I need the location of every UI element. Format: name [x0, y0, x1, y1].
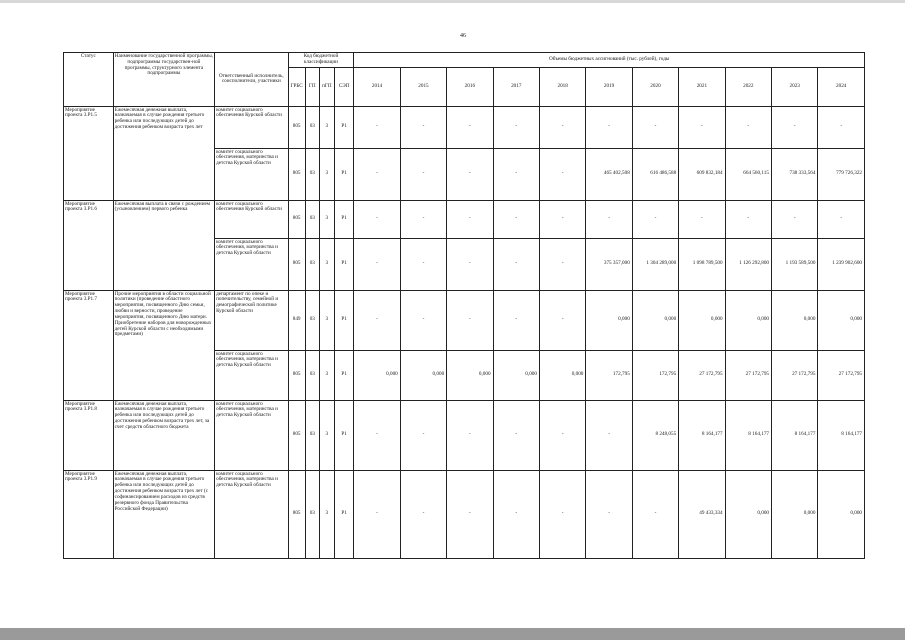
cell-value: - — [493, 200, 539, 238]
scan-edge-bottom — [0, 628, 905, 640]
cell-value: - — [447, 200, 493, 238]
cell-pgp: 3 — [319, 148, 334, 200]
cell-pgp: 3 — [319, 290, 334, 350]
cell-value: 0,000 — [493, 350, 539, 400]
cell-value: - — [354, 148, 400, 200]
cell-value: 0,000 — [400, 350, 446, 400]
cell-value: 779 726,322 — [818, 148, 865, 200]
cell-measure-name: Ежемесячная денежная выплата, назначаемая в случае рождения третьего ребенка или последующих детей до достижения ребенком возраста трех лет — [113, 106, 214, 200]
cell-value: 172,795 — [632, 350, 678, 400]
cell-sep: Р1 — [334, 470, 353, 558]
cell-value: 1 098 789,500 — [679, 238, 725, 290]
header-name: Наименование государственной программы, подпрограммы государствен-ной программы, структурного элемента подпрограммы — [113, 53, 214, 107]
cell-value: - — [632, 470, 678, 558]
cell-value: - — [493, 148, 539, 200]
cell-value: - — [493, 106, 539, 148]
cell-value: - — [354, 238, 400, 290]
cell-value: 27 172,795 — [679, 350, 725, 400]
page-number: 46 — [460, 33, 466, 39]
cell-value: - — [539, 148, 585, 200]
cell-value: - — [632, 106, 678, 148]
cell-sep: Р1 — [334, 148, 353, 200]
cell-value: 27 172,795 — [772, 350, 818, 400]
cell-value: - — [539, 238, 585, 290]
cell-measure-name: Ежемесячная денежная выплата, назначаемая в случае рождения третьего ребенка или последующих детей до достижения ребенком возраста трех лет, за счет средств областного бюджета — [113, 400, 214, 470]
header-budget-code: Код бюджетной классификации — [288, 53, 354, 68]
table-row — [64, 106, 865, 148]
cell-gp: 03 — [305, 290, 319, 350]
cell-value: 1 239 902,600 — [818, 238, 865, 290]
cell-value: - — [818, 106, 865, 148]
header-status: Статус — [64, 53, 114, 107]
header-volumes: Объемы бюджетных ассигнований (тыс. рублей), годы — [354, 53, 865, 68]
table-row — [64, 470, 865, 558]
cell-value: - — [679, 200, 725, 238]
cell-value: 8 164,177 — [679, 400, 725, 470]
cell-gp: 03 — [305, 350, 319, 400]
budget-table — [63, 52, 865, 559]
cell-responsible: комитет социального обеспечения, материнства и детства Курской области — [215, 148, 288, 200]
cell-value: - — [354, 200, 400, 238]
cell-sep: Р1 — [334, 238, 353, 290]
header-year: 2014 — [354, 67, 400, 106]
cell-responsible: комитет социального обеспечения Курской области — [215, 106, 288, 148]
table-row — [64, 290, 865, 350]
cell-value: 8 248,055 — [632, 400, 678, 470]
cell-grbs: 805 — [288, 350, 305, 400]
cell-value: - — [400, 200, 446, 238]
cell-value: - — [400, 290, 446, 350]
cell-value: - — [400, 148, 446, 200]
cell-grbs: 805 — [288, 148, 305, 200]
cell-value: - — [447, 470, 493, 558]
cell-value: - — [632, 200, 678, 238]
cell-value: - — [400, 470, 446, 558]
header-year: 2017 — [493, 67, 539, 106]
header-year: 2015 — [400, 67, 446, 106]
cell-gp: 03 — [305, 148, 319, 200]
cell-value: - — [539, 200, 585, 238]
header-code-col: СЭП — [334, 67, 353, 106]
cell-responsible: комитет социального обеспечения, материнства и детства Курской области — [215, 238, 288, 290]
cell-value: - — [493, 470, 539, 558]
cell-value: 664 560,115 — [725, 148, 771, 200]
header-year: 2019 — [586, 67, 632, 106]
cell-value: - — [354, 470, 400, 558]
cell-value: 49 433,334 — [679, 470, 725, 558]
cell-value: 8 164,177 — [725, 400, 771, 470]
cell-gp: 03 — [305, 470, 319, 558]
cell-responsible: комитет социального обеспечения, материнства и детства Курской области — [215, 400, 288, 470]
cell-measure-name: Ежемесячная денежная выплата, назначаемая в случае рождения третьего ребенка или последующих детей до достижения ребенком возраста трех лет (с софинансированием расходов из средств резервного фонда Правительства Российской Федерации) — [113, 470, 214, 558]
cell-value: - — [400, 400, 446, 470]
cell-value: - — [725, 200, 771, 238]
cell-value: 8 164,177 — [772, 400, 818, 470]
cell-value: 738 333,564 — [772, 148, 818, 200]
cell-value: 0,000 — [772, 470, 818, 558]
header-year: 2021 — [679, 67, 725, 106]
cell-status: Мероприятие проекта 3.Р1.5 — [64, 106, 114, 200]
cell-status: Мероприятие проекта 3.Р1.8 — [64, 400, 114, 470]
cell-value: 0,000 — [632, 290, 678, 350]
cell-pgp: 3 — [319, 470, 334, 558]
cell-value: - — [586, 106, 632, 148]
cell-value: 0,000 — [586, 290, 632, 350]
table-body — [64, 106, 865, 558]
cell-value: 375 357,000 — [586, 238, 632, 290]
cell-gp: 03 — [305, 400, 319, 470]
cell-sep: Р1 — [334, 350, 353, 400]
cell-value: 0,000 — [818, 470, 865, 558]
cell-value: 27 172,795 — [725, 350, 771, 400]
header-year: 2018 — [539, 67, 585, 106]
cell-responsible: комитет социального обеспечения, материнства и детства Курской области — [215, 350, 288, 400]
cell-gp: 03 — [305, 200, 319, 238]
cell-value: - — [539, 290, 585, 350]
cell-value: 0,000 — [539, 350, 585, 400]
cell-value: - — [354, 106, 400, 148]
cell-value: - — [772, 106, 818, 148]
cell-value: - — [586, 470, 632, 558]
cell-value: - — [493, 400, 539, 470]
scan-edge-top — [0, 0, 905, 3]
cell-status: Мероприятие проекта 3.Р1.7 — [64, 290, 114, 400]
cell-grbs: 805 — [288, 400, 305, 470]
table-row — [64, 200, 865, 238]
cell-gp: 03 — [305, 106, 319, 148]
cell-status: Мероприятие проекта 3.Р1.6 — [64, 200, 114, 290]
cell-value: 0,000 — [725, 290, 771, 350]
cell-value: - — [400, 106, 446, 148]
cell-value: 1 126 292,800 — [725, 238, 771, 290]
table-row — [64, 400, 865, 470]
cell-grbs: 805 — [288, 106, 305, 148]
cell-value: - — [447, 290, 493, 350]
cell-value: 465 402,508 — [586, 148, 632, 200]
header-responsible: Ответственный исполнитель, соисполнители, участники — [215, 53, 288, 107]
cell-value: - — [447, 106, 493, 148]
cell-pgp: 3 — [319, 400, 334, 470]
cell-value: 1 193 589,500 — [772, 238, 818, 290]
cell-value: - — [447, 148, 493, 200]
cell-sep: Р1 — [334, 400, 353, 470]
cell-value: - — [772, 200, 818, 238]
cell-value: - — [447, 400, 493, 470]
cell-value: - — [725, 106, 771, 148]
cell-value: 0,000 — [447, 350, 493, 400]
cell-grbs: 849 — [288, 290, 305, 350]
cell-value: - — [539, 400, 585, 470]
cell-value: - — [539, 106, 585, 148]
header-code-col: ГП — [305, 67, 319, 106]
cell-value: - — [400, 238, 446, 290]
cell-value: - — [354, 290, 400, 350]
cell-sep: Р1 — [334, 106, 353, 148]
header-year: 2016 — [447, 67, 493, 106]
cell-value: - — [447, 238, 493, 290]
cell-responsible: департамент по опеке и попечительству, семейной и демографической политике Курской области — [215, 290, 288, 350]
cell-value: - — [818, 200, 865, 238]
cell-grbs: 805 — [288, 238, 305, 290]
header-code-col: пГП — [319, 67, 334, 106]
cell-measure-name: Прочие мероприятия в области социальной политики (проведение областного мероприятия, посвященного Дню семьи, любви и верности, проведение мероприятия, посвященного Дню матери. Приобретение наборов для новорожденных детей Курской области с необходимыми предметами) — [113, 290, 214, 400]
header-year: 2020 — [632, 67, 678, 106]
cell-value: 27 172,795 — [818, 350, 865, 400]
cell-value: 1 304 289,000 — [632, 238, 678, 290]
cell-responsible: комитет социального обеспечения Курской области — [215, 200, 288, 238]
cell-grbs: 805 — [288, 200, 305, 238]
cell-value: - — [586, 400, 632, 470]
header-code-col: ГРБС — [288, 67, 305, 106]
cell-value: - — [679, 106, 725, 148]
cell-value: 0,000 — [725, 470, 771, 558]
header-year: 2024 — [818, 67, 865, 106]
cell-value: - — [493, 238, 539, 290]
cell-value: 616 486,588 — [632, 148, 678, 200]
cell-pgp: 3 — [319, 200, 334, 238]
cell-gp: 03 — [305, 238, 319, 290]
cell-status: Мероприятие проекта 3.Р1.9 — [64, 470, 114, 558]
cell-pgp: 3 — [319, 238, 334, 290]
cell-measure-name: Ежемесячная выплата в связи с рождением (усыновлением) первого ребенка — [113, 200, 214, 290]
cell-grbs: 805 — [288, 470, 305, 558]
cell-responsible: комитет социального обеспечения, материнства и детства Курской области — [215, 470, 288, 558]
cell-value: 8 164,177 — [818, 400, 865, 470]
header-year: 2023 — [772, 67, 818, 106]
cell-value: - — [354, 400, 400, 470]
cell-sep: Р1 — [334, 290, 353, 350]
cell-value: 0,000 — [772, 290, 818, 350]
cell-value: 0,000 — [354, 350, 400, 400]
cell-pgp: 3 — [319, 106, 334, 148]
cell-value: - — [586, 200, 632, 238]
cell-value: 609 832,184 — [679, 148, 725, 200]
cell-value: 0,000 — [818, 290, 865, 350]
cell-value: 0,000 — [679, 290, 725, 350]
cell-pgp: 3 — [319, 350, 334, 400]
cell-value: 172,795 — [586, 350, 632, 400]
header-year: 2022 — [725, 67, 771, 106]
cell-sep: Р1 — [334, 200, 353, 238]
cell-value: - — [539, 470, 585, 558]
cell-value: - — [493, 290, 539, 350]
